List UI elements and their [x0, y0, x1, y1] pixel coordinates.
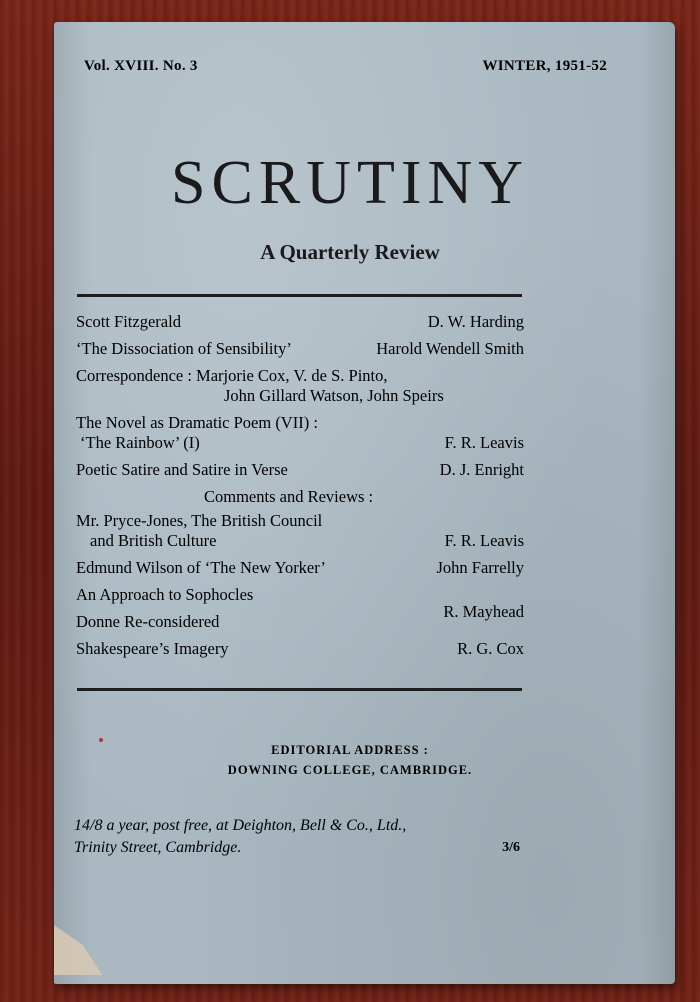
editorial-address: [0, 740, 700, 780]
toc-entry: [76, 433, 524, 453]
toc-entry: [76, 558, 524, 578]
article-author: R. G. Cox: [457, 639, 524, 658]
correspondence-entry: [76, 366, 524, 406]
magazine-title: SCRUTINY: [170, 149, 530, 217]
toc-entry: [76, 639, 524, 659]
correspondence-line: John Gillard Watson, John Speirs: [224, 386, 444, 405]
table-of-contents: [76, 312, 524, 666]
article-title: Shakespeare’s Imagery: [76, 639, 229, 658]
article-author: R. Mayhead: [443, 602, 524, 621]
subscription-info: [74, 815, 524, 859]
article-title: An Approach to Sophocles: [76, 585, 254, 604]
magazine-subtitle: A Quarterly Review: [260, 240, 440, 264]
article-author: F. R. Leavis: [444, 433, 524, 452]
volume-number: Vol. XVIII. No. 3: [84, 58, 198, 74]
issue-price: 3/6: [502, 840, 520, 855]
article-author: Harold Wendell Smith: [376, 339, 524, 358]
article-title: Scott Fitzgerald: [76, 312, 181, 331]
article-title-line: The Novel as Dramatic Poem (VII) :: [76, 413, 318, 432]
article-title: ‘The Rainbow’ (I): [80, 433, 200, 452]
subscription-row: [74, 837, 524, 859]
toc-entry: [76, 602, 524, 632]
toc-entry: [76, 339, 524, 359]
article-title: Donne Re-considered: [76, 612, 220, 631]
divider-top: [77, 294, 522, 297]
article-title: and British Culture: [90, 531, 217, 550]
article-author: F. R. Leavis: [444, 531, 524, 550]
article-title: Edmund Wilson of ‘The New Yorker’: [76, 558, 326, 577]
correspondence-line: Correspondence : Marjorie Cox, V. de S. Pinto,: [76, 366, 388, 385]
toc-entry: [76, 460, 524, 480]
editorial-label: EDITORIAL ADDRESS :: [271, 743, 429, 757]
article-author: D. W. Harding: [427, 312, 524, 331]
article-author: John Farrelly: [436, 558, 524, 577]
article-title: ‘The Dissociation of Sensibility’: [76, 339, 292, 358]
editorial-location: DOWNING COLLEGE, CAMBRIDGE.: [227, 763, 473, 777]
section-heading: Comments and Reviews :: [204, 487, 374, 506]
subscription-line: 14/8 a year, post free, at Deighton, Bell & Co., Ltd.,: [74, 817, 407, 834]
divider-bottom: [77, 688, 522, 691]
issue-header: [84, 58, 607, 75]
toc-entry: [76, 312, 524, 332]
article-author: D. J. Enright: [439, 460, 524, 479]
article-title-line: Mr. Pryce-Jones, The British Council: [76, 511, 323, 530]
issue-season: WINTER, 1951-52: [482, 58, 607, 74]
toc-entry: [76, 531, 524, 551]
article-title: Poetic Satire and Satire in Verse: [76, 460, 288, 479]
subscription-address: Trinity Street, Cambridge.: [74, 839, 242, 856]
